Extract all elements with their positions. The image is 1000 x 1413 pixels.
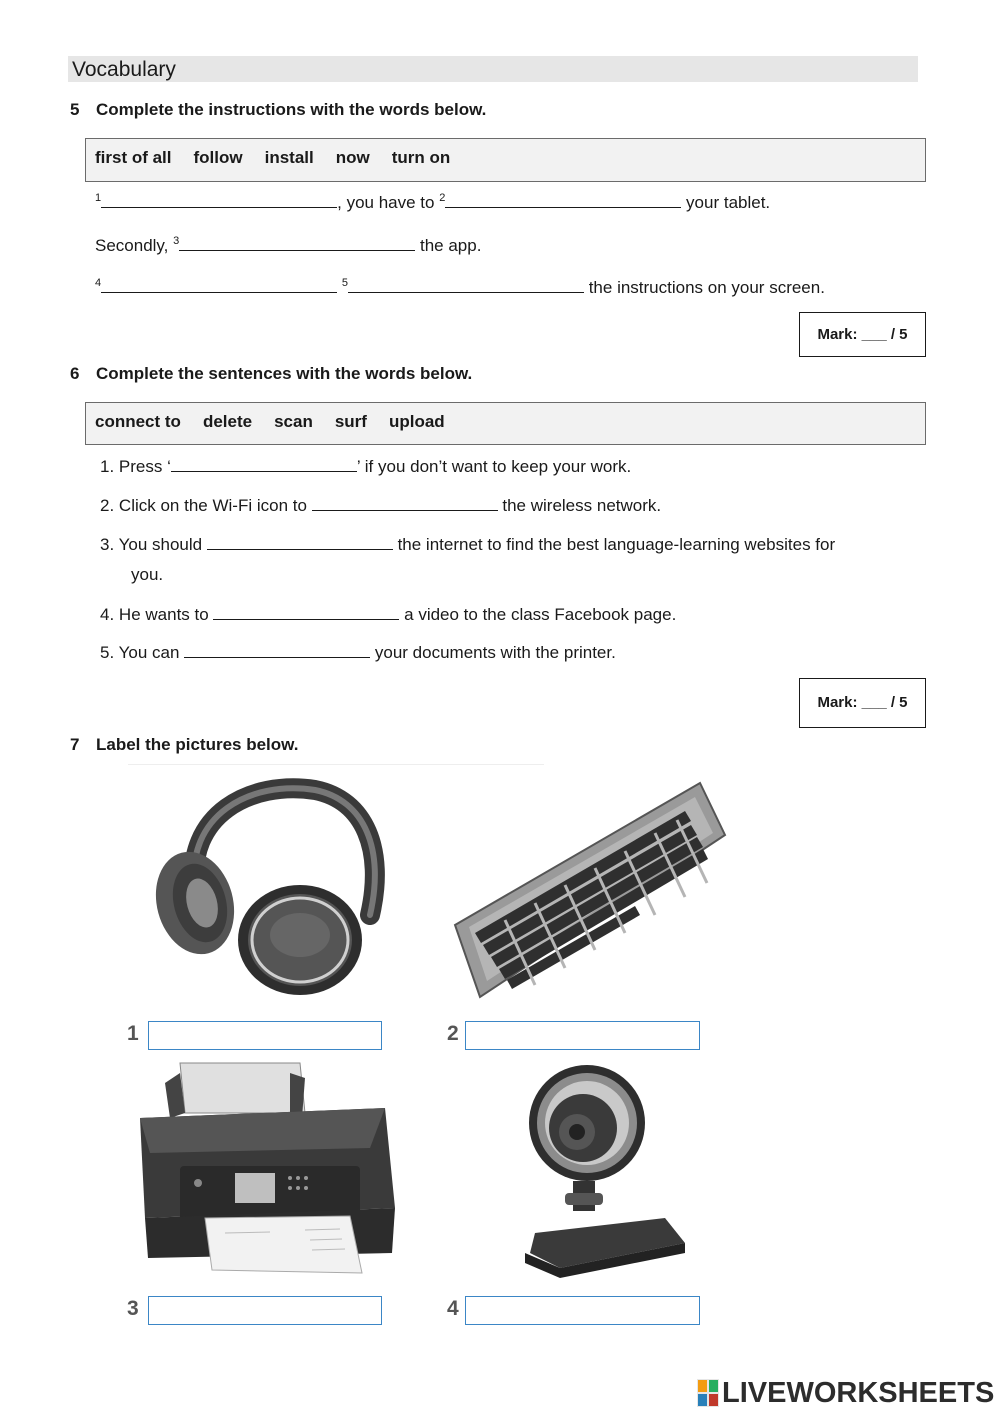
label-input-2[interactable] <box>465 1021 700 1050</box>
sentence-1 <box>100 456 631 477</box>
word-chip: follow <box>193 148 243 167</box>
word-chip: upload <box>388 412 445 431</box>
label-input-1[interactable] <box>148 1021 382 1050</box>
keyboard-picture <box>445 775 730 1005</box>
sentence-number: 5. <box>100 643 115 662</box>
word-chip: turn on <box>391 148 451 167</box>
label-input-4[interactable] <box>465 1296 700 1325</box>
sentence-3-continued: you. <box>131 565 164 584</box>
sentence-3 <box>100 534 835 555</box>
headphones-icon <box>140 775 410 1005</box>
printer-icon <box>130 1058 405 1283</box>
sentence-text: ’ if you don’t want to keep your work. <box>356 457 632 476</box>
picture-number: 1 <box>127 1022 139 1045</box>
picture-number: 2 <box>447 1022 459 1045</box>
word-chip: install <box>264 148 314 167</box>
word-chip: delete <box>202 412 253 431</box>
answer-blank-4[interactable] <box>101 277 337 293</box>
line-text: the instructions on your screen. <box>583 278 825 297</box>
sentence-text: He wants to <box>118 605 214 624</box>
sentence-text: the internet to find the best language-learning websites for <box>392 535 836 554</box>
mark-box-q5: Mark: ___ / 5 <box>799 312 926 357</box>
word-chip: first of all <box>95 148 172 167</box>
instruction-line-1 <box>95 192 770 213</box>
question-6-title <box>70 364 472 384</box>
sentence-number: 2. <box>100 496 115 515</box>
word-box-q5 <box>85 138 926 182</box>
answer-blank-2[interactable] <box>445 192 681 208</box>
blank-number: 3 <box>173 235 180 247</box>
answer-blank-q6-1[interactable] <box>171 456 357 472</box>
blank-number: 4 <box>95 277 102 289</box>
sentence-number: 3. <box>100 535 115 554</box>
blank-number: 5 <box>341 277 348 289</box>
instruction-line-2 <box>95 235 481 256</box>
line-text: your tablet. <box>681 193 771 212</box>
webcam-picture <box>505 1058 705 1283</box>
logo-badge <box>697 1379 719 1407</box>
keyboard-icon <box>445 775 730 1005</box>
divider <box>128 764 544 765</box>
blank-number: 2 <box>439 192 446 204</box>
picture-number: 4 <box>447 1297 459 1320</box>
picture-number: 3 <box>127 1297 139 1320</box>
word-box-q6 <box>85 402 926 445</box>
question-number: 7 <box>70 735 80 754</box>
logo-badge-icon <box>697 1379 719 1407</box>
sentence-text: a video to the class Facebook page. <box>399 605 677 624</box>
line-text: , you have to <box>337 193 440 212</box>
question-5-title <box>70 100 486 120</box>
question-number: 6 <box>70 364 80 383</box>
question-7-title <box>70 735 298 755</box>
liveworksheets-logo[interactable] <box>697 1376 994 1410</box>
question-text: Complete the sentences with the words below. <box>96 364 473 383</box>
answer-blank-5[interactable] <box>348 277 584 293</box>
question-number: 5 <box>70 100 80 119</box>
line-text: the app. <box>415 236 482 255</box>
sentence-number: 4. <box>100 605 115 624</box>
sentence-text: the wireless network. <box>497 496 662 515</box>
logo-text: LIVEWORKSHEETS <box>722 1376 995 1409</box>
blank-number: 1 <box>95 192 102 204</box>
sentence-text: You can <box>118 643 185 662</box>
sentence-5 <box>100 642 616 663</box>
webcam-icon <box>505 1058 705 1283</box>
sentence-2 <box>100 495 661 516</box>
sentence-4 <box>100 604 676 625</box>
instruction-line-3 <box>95 277 825 298</box>
line-text: Secondly, <box>95 236 174 255</box>
sentence-text: Click on the Wi-Fi icon to <box>118 496 312 515</box>
word-chip: connect to <box>95 412 181 431</box>
answer-blank-1[interactable] <box>101 192 337 208</box>
label-input-3[interactable] <box>148 1296 382 1325</box>
question-text: Complete the instructions with the words below. <box>96 100 487 119</box>
word-chip: now <box>335 148 370 167</box>
mark-box-q6: Mark: ___ / 5 <box>799 678 926 728</box>
word-chip: surf <box>334 412 367 431</box>
sentence-number: 1. <box>100 457 115 476</box>
question-text: Label the pictures below. <box>96 735 299 754</box>
word-chip: scan <box>274 412 313 431</box>
answer-blank-q6-5[interactable] <box>184 642 370 658</box>
sentence-text: your documents with the printer. <box>370 643 616 662</box>
printer-picture <box>130 1058 405 1283</box>
section-header: Vocabulary <box>68 56 918 82</box>
answer-blank-q6-3[interactable] <box>207 534 393 550</box>
answer-blank-q6-2[interactable] <box>312 495 498 511</box>
headphones-picture <box>140 775 410 1005</box>
sentence-text: You should <box>118 535 207 554</box>
sentence-text: Press ‘ <box>118 457 171 476</box>
answer-blank-3[interactable] <box>179 235 415 251</box>
answer-blank-q6-4[interactable] <box>213 604 399 620</box>
